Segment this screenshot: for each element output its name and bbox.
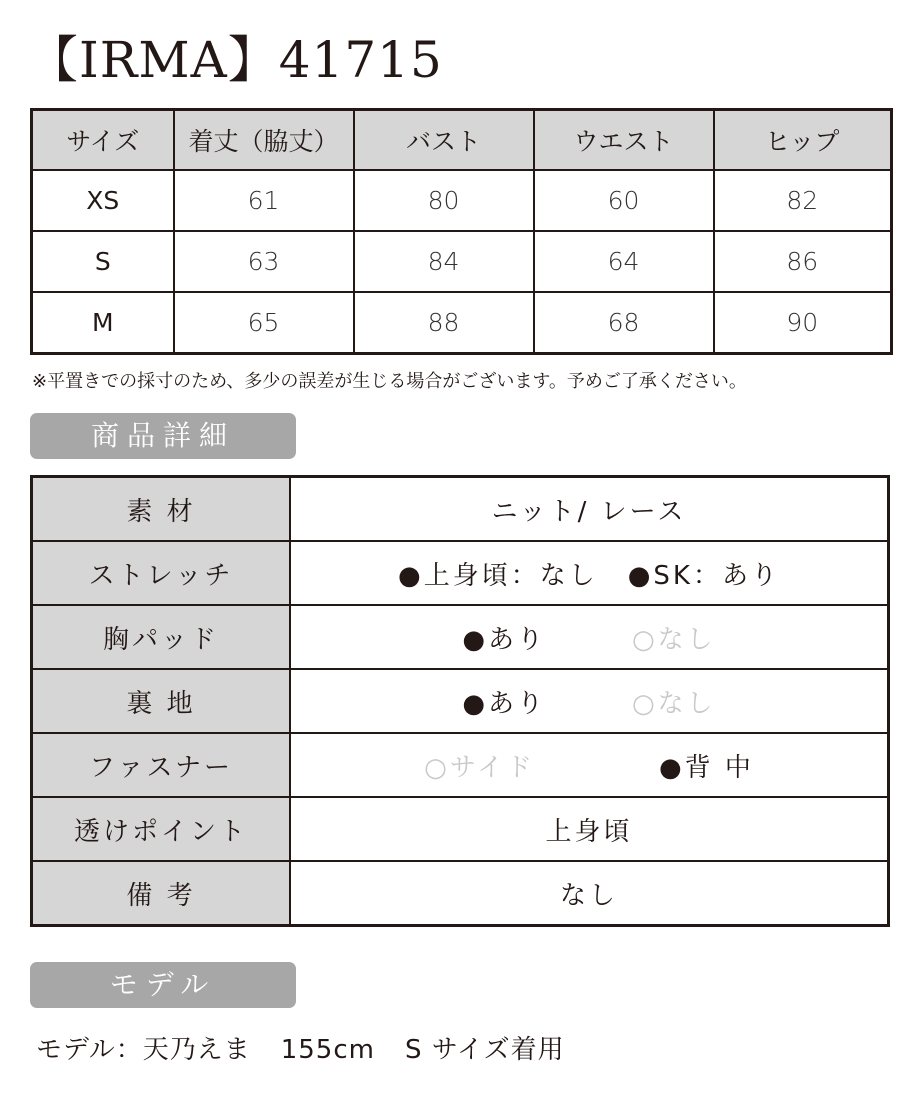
stretch-value bbox=[290, 541, 889, 605]
bust-value: 88 bbox=[354, 292, 534, 354]
fastener-label: ファスナー bbox=[32, 733, 291, 797]
detail-row-remarks bbox=[32, 861, 889, 926]
pad-yes-option: ●あり bbox=[462, 624, 546, 655]
waist-value: 68 bbox=[534, 292, 714, 354]
size-label: M bbox=[32, 292, 174, 354]
size-label: S bbox=[32, 231, 174, 292]
pad-label: 胸パッド bbox=[32, 605, 291, 669]
lining-yes-option: ●あり bbox=[462, 688, 546, 719]
pad-no-option: ○なし bbox=[632, 624, 716, 655]
waist-value: 60 bbox=[534, 170, 714, 231]
model-size: S サイズ着用 bbox=[404, 1035, 565, 1065]
fastener-value bbox=[290, 733, 889, 797]
length-value: 61 bbox=[174, 170, 354, 231]
page-title: 【IRMA】41715 bbox=[28, 31, 443, 89]
remarks-label: 備 考 bbox=[32, 861, 291, 926]
model-section-label: モデル bbox=[30, 962, 296, 1008]
detail-row-material bbox=[32, 477, 889, 542]
model-height: 155cm bbox=[280, 1035, 375, 1065]
remarks-value: なし bbox=[290, 861, 889, 926]
lining-value bbox=[290, 669, 889, 733]
pad-value bbox=[290, 605, 889, 669]
bust-value: 80 bbox=[354, 170, 534, 231]
table-row bbox=[32, 231, 892, 292]
table-row bbox=[32, 170, 892, 231]
stretch-skirt-option: ●SK：あり bbox=[627, 560, 780, 591]
waist-value: 64 bbox=[534, 231, 714, 292]
model-info bbox=[36, 1030, 565, 1070]
sheer-value: 上身頃 bbox=[290, 797, 889, 861]
header-size: サイズ bbox=[32, 110, 174, 171]
detail-row-lining bbox=[32, 669, 889, 733]
sheer-label: 透けポイント bbox=[32, 797, 291, 861]
material-label: 素 材 bbox=[32, 477, 291, 542]
size-table bbox=[30, 108, 893, 355]
fastener-back-option: ●背 中 bbox=[658, 752, 754, 783]
length-value: 65 bbox=[174, 292, 354, 354]
header-hip: ヒップ bbox=[714, 110, 892, 171]
header-bust: バスト bbox=[354, 110, 534, 171]
length-value: 63 bbox=[174, 231, 354, 292]
stretch-label: ストレッチ bbox=[32, 541, 291, 605]
detail-row-fastener bbox=[32, 733, 889, 797]
detail-row-pad bbox=[32, 605, 889, 669]
model-name: モデル：天乃えま bbox=[36, 1035, 251, 1065]
hip-value: 90 bbox=[714, 292, 892, 354]
hip-value: 86 bbox=[714, 231, 892, 292]
size-table-header-row bbox=[32, 110, 892, 171]
detail-row-stretch bbox=[32, 541, 889, 605]
stretch-top-option: ●上身頃：なし bbox=[398, 560, 598, 591]
details-table bbox=[30, 475, 890, 927]
lining-no-option: ○なし bbox=[632, 688, 716, 719]
measurement-note: ※平置きでの採寸のため、多少の誤差が生じる場合がございます。予めご了承ください。 bbox=[32, 371, 747, 392]
size-label: XS bbox=[32, 170, 174, 231]
header-length: 着丈（脇丈） bbox=[174, 110, 354, 171]
lining-label: 裏 地 bbox=[32, 669, 291, 733]
bust-value: 84 bbox=[354, 231, 534, 292]
header-waist: ウエスト bbox=[534, 110, 714, 171]
material-value: ニット/ レース bbox=[290, 477, 889, 542]
fastener-side-option: ○サイド bbox=[424, 752, 535, 783]
hip-value: 82 bbox=[714, 170, 892, 231]
detail-row-sheer bbox=[32, 797, 889, 861]
table-row bbox=[32, 292, 892, 354]
details-section-label: 商品詳細 bbox=[30, 413, 296, 459]
